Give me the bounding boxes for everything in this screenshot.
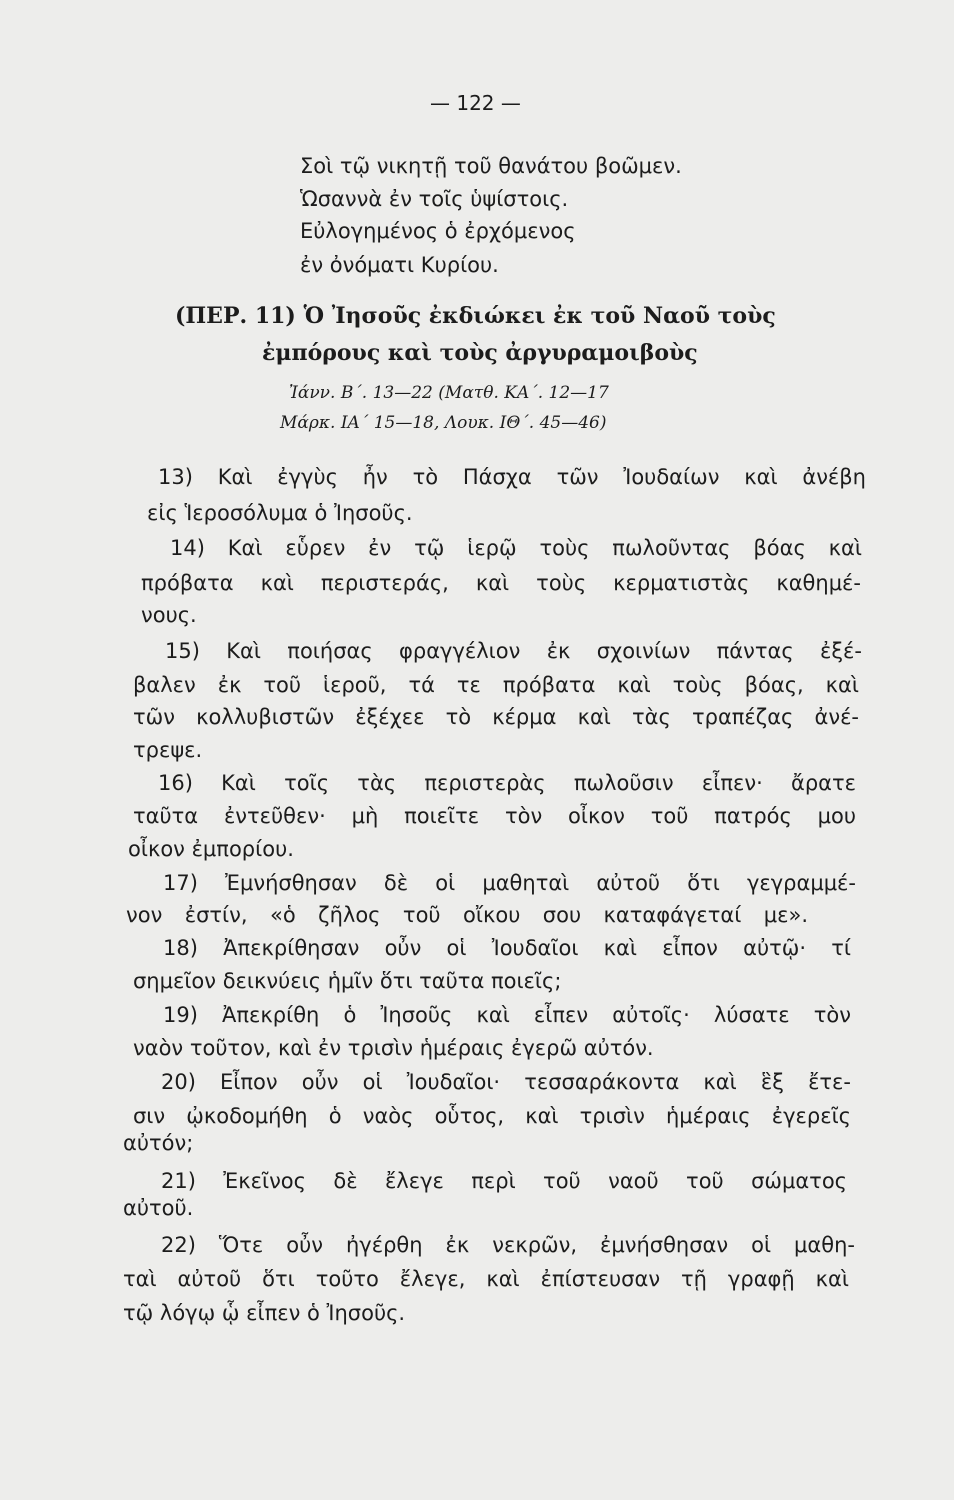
hymn-line: Ὡσαννὰ ἐν τοῖς ὑψίστοις.: [300, 187, 569, 211]
verse-line: 21) Ἐκεῖνος δὲ ἔλεγε περὶ τοῦ ναοῦ τοῦ σώματος: [161, 1169, 847, 1193]
verse-line: 20) Εἶπον οὖν οἱ Ἰουδαῖοι· τεσσαράκοντα καὶ ἓξ ἔτε-: [161, 1070, 851, 1094]
verse-line: οἶκον ἐμπορίου.: [128, 837, 294, 861]
hymn-line: ἐν ὀνόματι Κυρίου.: [300, 253, 499, 277]
verse-line: ταὶ αὐτοῦ ὅτι τοῦτο ἔλεγε, καὶ ἐπίστευσαν τῇ γραφῇ καὶ: [123, 1267, 849, 1291]
verse-line: σιν ᾠκοδομήθη ὁ ναὸς οὗτος, καὶ τρισὶν ἡμέραις ἐγερεῖς: [133, 1104, 851, 1128]
verse-line: 14) Καὶ εὗρεν ἐν τῷ ἱερῷ τοὺς πωλοῦντας βόας καὶ: [170, 536, 862, 560]
verse-line: τῶν κολλυβιστῶν ἐξέχεε τὸ κέρμα καὶ τὰς τραπέζας ἀνέ-: [133, 705, 859, 729]
verse-line: τῷ λόγῳ ᾧ εἶπεν ὁ Ἰησοῦς.: [123, 1301, 406, 1325]
verse-line: 16) Καὶ τοῖς τὰς περιστερὰς πωλοῦσιν εἶπεν· ἄρατε: [158, 771, 856, 795]
scripture-reference: Ἰάνν. Β΄. 13—22 (Ματθ. ΚΑ΄. 12—17: [289, 383, 609, 403]
verse-line: τρεψε.: [133, 738, 203, 762]
section-heading: ἐμπόρους καὶ τοὺς ἀργυραμοιβοὺς: [262, 340, 698, 366]
scripture-reference: Μάρκ. ΙΑ΄ 15—18, Λουκ. ΙΘ΄. 45—46): [280, 413, 607, 433]
hymn-line: Σοὶ τῷ νικητῇ τοῦ θανάτου βοῶμεν.: [300, 154, 682, 178]
verse-line: 18) Ἀπεκρίθησαν οὖν οἱ Ἰουδαῖοι καὶ εἶπον αὐτῷ· τί: [163, 936, 851, 960]
verse-line: αὐτοῦ.: [123, 1196, 194, 1220]
section-heading: (ΠΕΡ. 11) Ὁ Ἰησοῦς ἐκδιώκει ἐκ τοῦ Ναοῦ τοὺς: [175, 303, 776, 329]
verse-line: ταῦτα ἐντεῦθεν· μὴ ποιεῖτε τὸν οἶκον τοῦ πατρός μου: [133, 804, 856, 828]
verse-line: 22) Ὅτε οὖν ἠγέρθη ἐκ νεκρῶν, ἐμνήσθησαν οἱ μαθη-: [161, 1233, 855, 1257]
verse-line: 17) Ἐμνήσθησαν δὲ οἱ μαθηταὶ αὐτοῦ ὅτι γεγραμμέ-: [163, 871, 856, 895]
verse-line: εἰς Ἱεροσόλυμα ὁ Ἰησοῦς.: [147, 501, 413, 525]
page-number: — 122 —: [430, 91, 521, 115]
verse-line: νους.: [141, 603, 197, 627]
verse-line: αὐτόν;: [123, 1131, 194, 1155]
verse-line: πρόβατα καὶ περιστεράς, καὶ τοὺς κερματιστὰς καθημέ-: [141, 571, 861, 595]
verse-line: ναὸν τοῦτον, καὶ ἐν τρισὶν ἡμέραις ἐγερῶ αὐτόν.: [133, 1036, 654, 1060]
verse-line: 19) Ἀπεκρίθη ὁ Ἰησοῦς καὶ εἶπεν αὐτοῖς· λύσατε τὸν: [163, 1003, 851, 1027]
verse-line: 15) Καὶ ποιήσας φραγγέλιον ἐκ σχοινίων πάντας ἐξέ-: [165, 639, 862, 663]
verse-line: 13) Καὶ ἐγγὺς ἦν τὸ Πάσχα τῶν Ἰουδαίων καὶ ἀνέβη: [158, 465, 866, 489]
verse-line: βαλεν ἐκ τοῦ ἱεροῦ, τά τε πρόβατα καὶ τοὺς βόας, καὶ: [133, 673, 859, 697]
verse-line: νον ἐστίν, «ὁ ζῆλος τοῦ οἴκου σου καταφάγεταί με».: [126, 903, 808, 927]
hymn-line: Εὐλογημένος ὁ ἐρχόμενος: [300, 219, 576, 243]
verse-line: σημεῖον δεικνύεις ἡμῖν ὅτι ταῦτα ποιεῖς;: [133, 969, 562, 993]
